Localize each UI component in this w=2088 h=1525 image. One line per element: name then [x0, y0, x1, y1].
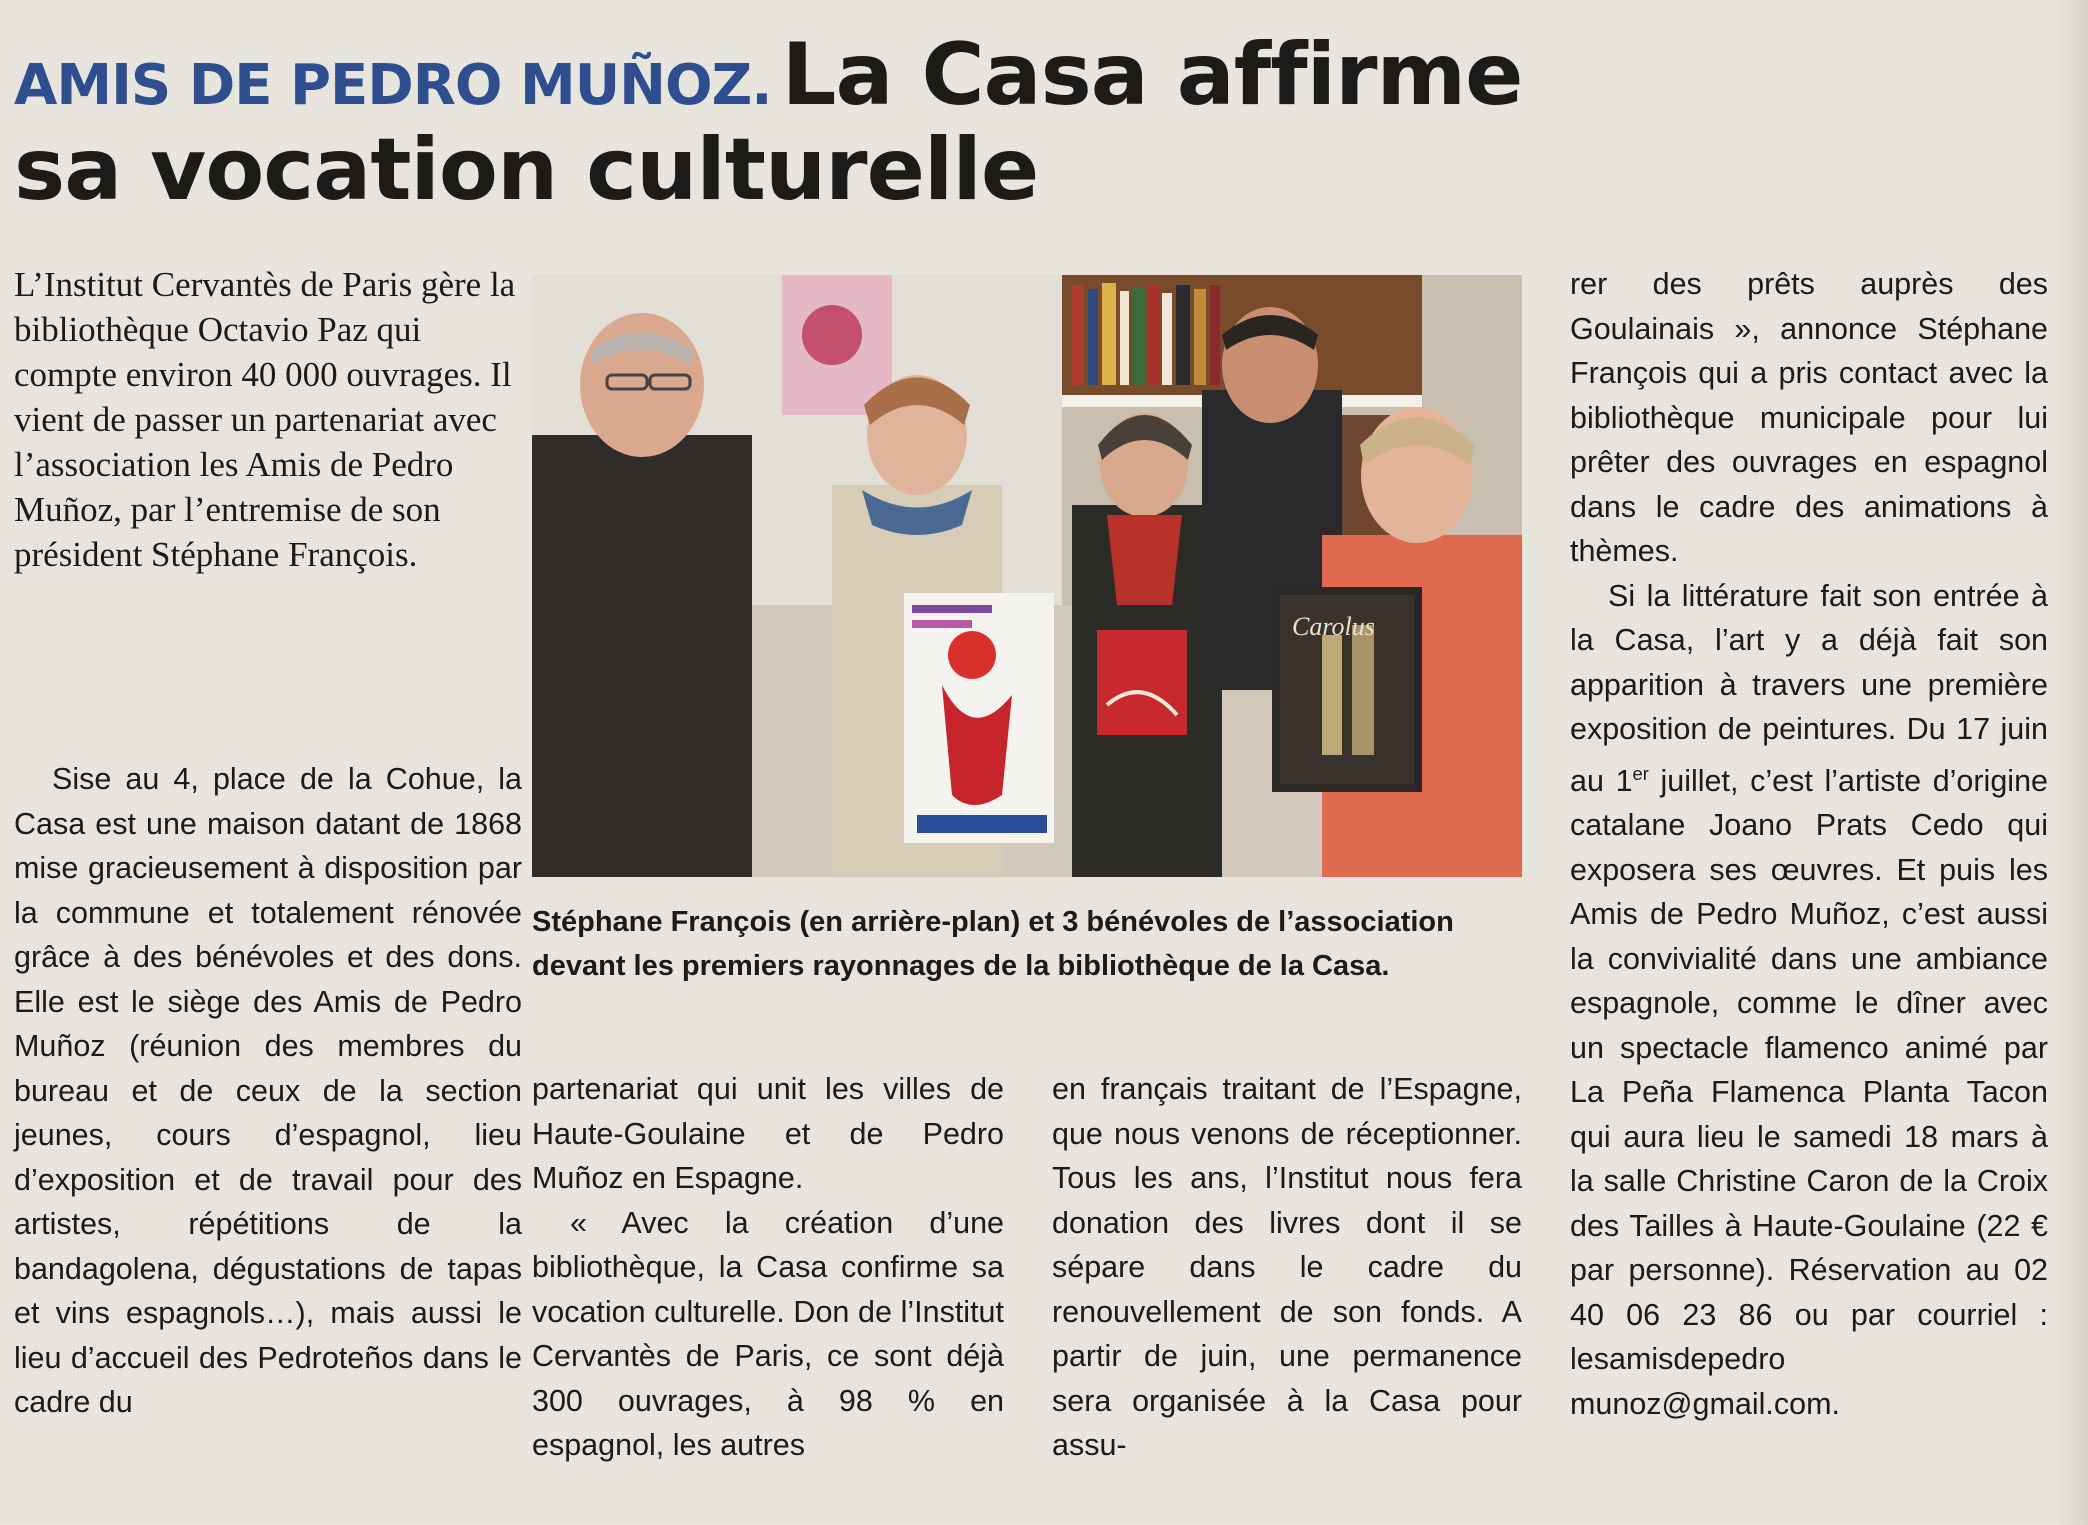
body-paragraph: rer des prêts auprès des Goulainais », annonce Stéphane François qui a pris contact avec la bibliothèque municipale pour lui prêter des ouvrages en espagnol dans le cadre des animations à thèmes. — [1570, 267, 2048, 568]
article-column-2 — [532, 1067, 1004, 1468]
superscript: er — [1632, 762, 1649, 784]
page-edge-bleed — [2055, 0, 2088, 1525]
book-title: Carolus — [1292, 612, 1375, 641]
body-paragraph: « Avec la création d’une bibliothèque, la Casa confirme sa vocation culturelle. Don de l’Institut Cervantès de Paris, ce sont déjà 300 ouvrages, à 98 % en espagnol, les autres — [532, 1205, 1004, 1462]
body-paragraph: Sise au 4, place de la Cohue, la Casa est une maison datant de 1868 mise gracieusement à disposition par la commune et totalement rénovée grâce à des bénévoles et des dons. Elle est le siège des Amis de Pedro Muñoz (réunion des membres du bureau et de ceux de la section jeunes, cours d’espagnol, lieu d’exposition et de travail pour des artistes, répétitions de la bandagolena, dégustations de tapas et vins espagnols…), mais aussi le lieu d’accueil des Pedroteños dans le cadre du — [14, 762, 522, 1419]
body-text: Si la littérature fait son entrée à la Casa, l’art y a déjà fait son apparition à travers une première exposition de peintures. Du 17 juin au 1 — [1570, 578, 2048, 798]
article-column-3 — [1052, 1067, 1522, 1468]
body-paragraph: en français traitant de l’Espagne, que nous venons de réceptionner. Tous les ans, l’Institut nous fera donation des livres dont il se sépare dans le cadre du renouvellement de son fonds. A partir de juin, une permanence sera organisée à la Casa pour assu- — [1052, 1072, 1522, 1462]
headline-title-line1: La Casa affirme — [781, 25, 1523, 125]
body-paragraph: partenariat qui unit les villes de Haute-Goulaine et de Pedro Muñoz en Espagne. — [532, 1072, 1004, 1195]
lede-paragraph: L’Institut Cervantès de Paris gère la bibliothèque Octavio Paz qui compte environ 40 000 ouvrages. Il vient de passer un partenariat avec l’association les Amis de Pedro Muñoz, par l’entremise de son président Stéphane François. — [14, 265, 516, 574]
article-column-1 — [14, 757, 522, 1425]
body-paragraph — [1570, 574, 2048, 1427]
headline — [14, 25, 1574, 220]
article-column-4 — [1570, 262, 2048, 1426]
photo-caption: Stéphane François (en arrière-plan) et 3 bénévoles de l’association devant les premiers rayonnages de la bibliothèque de la Casa. — [532, 906, 1454, 982]
body-text: juillet, c’est l’artiste d’origine catalane Joano Prats Cedo qui exposera ses œuvres. Et puis les Amis de Pedro Muñoz, c’est aussi la convivialité dans une ambiance espagnole, comme le dîner avec un spectacle flamenco animé par La Peña Flamenca Planta Tacon qui aura lieu le samedi 18 mars à la salle Christine Caron de la Croix des Tailles à Haute-Goulaine (22 € par personne). Réservation au 02 40 06 23 86 ou par courriel : lesamisdepedro munoz@gmail.com. — [1570, 763, 2048, 1421]
article-photo — [532, 275, 1522, 877]
headline-kicker: AMIS DE PEDRO MUÑOZ. — [14, 53, 772, 118]
headline-title-line2: sa vocation culturelle — [14, 119, 1039, 220]
